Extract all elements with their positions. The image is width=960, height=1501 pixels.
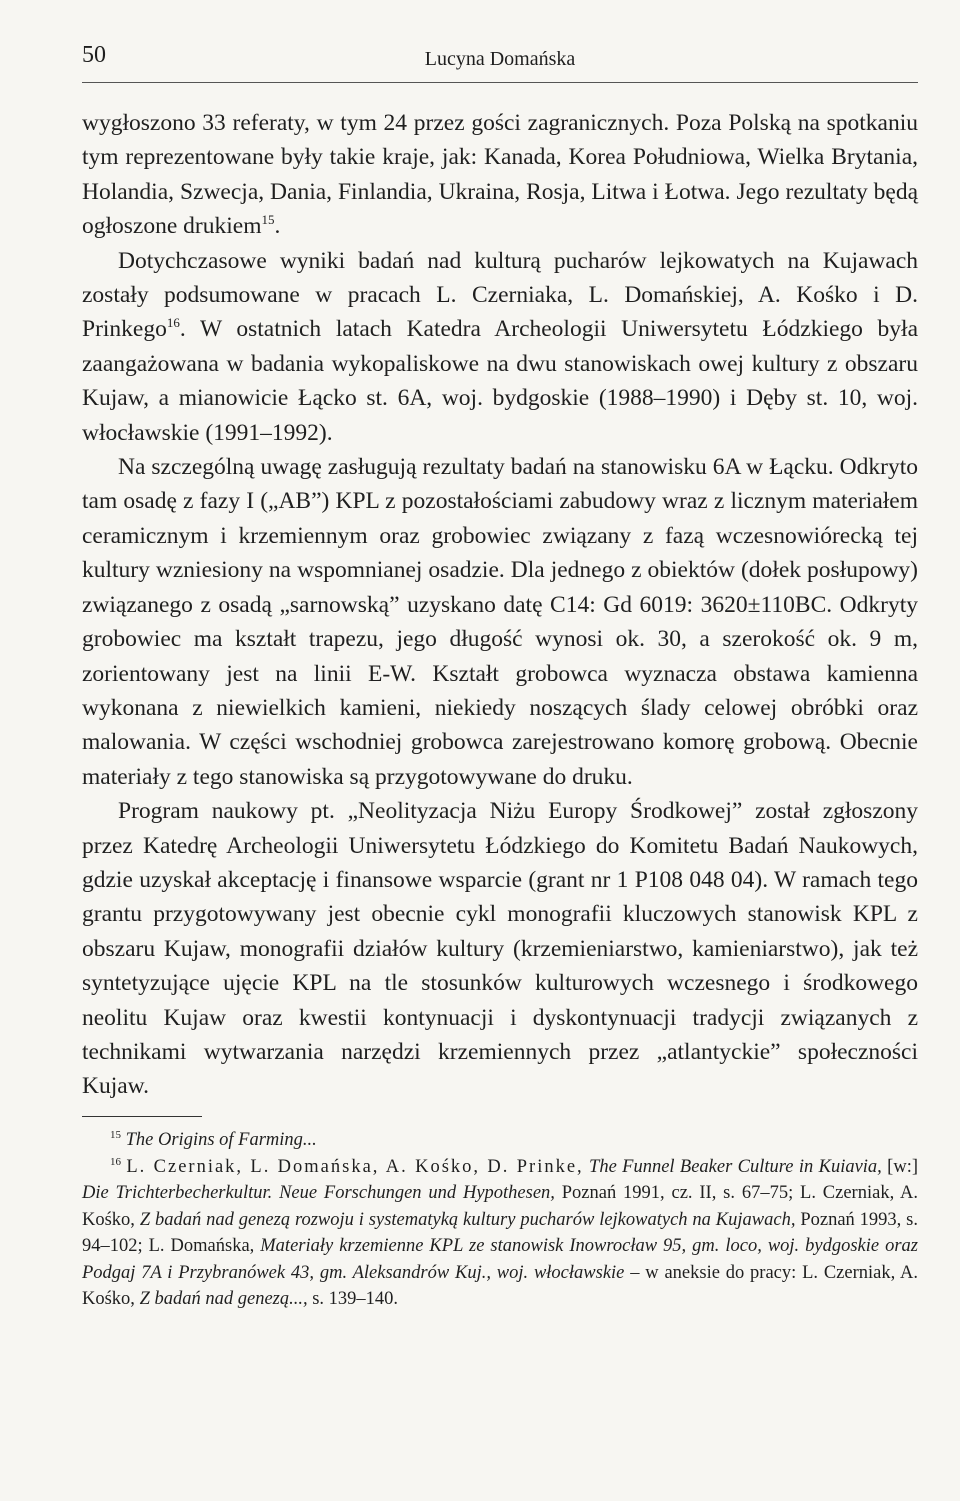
- footnote-15-title: The Origins of Farming...: [125, 1130, 317, 1150]
- footnote-16-title-2: Z badań nad genezą rozwoju i systematyką kultury pucharów lejkowatych na Kujawach,: [139, 1209, 796, 1230]
- footnote-16-annex: – w aneksie do pracy: L. Czerniak, A. Kośko,: [82, 1262, 919, 1309]
- footnote-16-place-1: Poznań 1991, cz. II, s. 67–75; L. Czerniak, A. Kośko,: [82, 1183, 918, 1230]
- body-text: [82, 106, 918, 1104]
- paragraph-1: [82, 106, 918, 244]
- footnote-16-authors: L. Czerniak, L. Domańska, A. Kośko, D. Prinke,: [126, 1156, 584, 1177]
- paragraph-1-end: .: [274, 213, 281, 240]
- footnote-rule: [82, 1116, 202, 1117]
- footnote-16-in: [w:]: [887, 1156, 918, 1177]
- paragraph-2: [82, 244, 918, 450]
- paragraph-3: Na szczególną uwagę zasługują rezultaty badań na stanowisku 6A w Łącku. Odkryto tam osadę z fazy I („AB”) KPL z pozostałościami zabudowy wraz z licznym materiałem ceramicznym i krzemiennym oraz grobowiec związany z fazą wczesnowiórecką tej kultury wzniesiony na wspomnianej osadzie. Dla jednego z obiektów (dołek posłupowy) związanego z osadą „sarnowską” uzyskano datę C14: Gd 6019: 3620±110BC. Odkryty grobowiec ma kształt trapezu, jego długość wynosi ok. 30, a szerokość ok. 9 m, zorientowany jest na linii E-W. Kształt grobowca wyznacza obstawa kamienna wykonana z niewielkich kamieni, niekiedy noszących ślady celowej obróbki oraz malowania. W części wschodniej grobowca zarejestrowano komorę grobową. Obecnie materiały z tego stanowiska są przygotowywane do druku.: [82, 454, 918, 790]
- footnotes: [82, 1127, 918, 1313]
- page-header: [82, 42, 918, 82]
- footnote-15: [82, 1127, 918, 1154]
- footnote-16-place-2: Poznań 1993, s. 94–102; L. Domańska,: [82, 1209, 918, 1256]
- footnote-16-title-3: Materiały krzemienne KPL ze stanowisk Inowrocław 95, gm. loco, woj. bydgoskie oraz Podgaj 7A i Przybranówek 43, gm. Aleksandrów Kuj., woj. włocławskie: [82, 1236, 919, 1283]
- header-rule: [82, 82, 918, 83]
- paragraph-2-end: . W ostatnich latach Katedra Archeologii Uniwersytetu Łódzkiego była zaangażowana w badania wykopaliskowe na dwu stanowiskach owej kultury z obszaru Kujaw, a mianowicie Łącko st. 6A, woj. bydgoskie (1988–1990) i Dęby st. 10, woj. włocławskie (1991–1992).: [82, 316, 918, 446]
- footnote-ref-16: 16: [166, 315, 180, 331]
- footnote-ref-15: 15: [261, 212, 275, 228]
- footnote-16-title-4: Z badań nad genezą...,: [139, 1289, 308, 1309]
- paragraph-2-text: Dotychczasowe wyniki badań nad kulturą pucharów lejkowatych na Kujawach zostały podsumowane w pracach L. Czerniaka, L. Domańskiej, A. Kośko i D. Prinkego: [82, 247, 918, 343]
- paragraph-4: Program naukowy pt. „Neolityzacja Niżu Europy Środkowej” został zgłoszony przez Katedrę Archeologii Uniwersytetu Łódzkiego do Komitetu Badań Naukowych, gdzie uzyskał akceptację i finansowe wsparcie (grant nr 1 P108 048 04). W ramach tego grantu przygotowywany jest obecnie cykl monografii kluczowych stanowisk KPL z obszaru Kujaw, monografii działów kultury (krzemieniarstwo, kamieniarstwo), jak też syntetyzujące ujęcie KPL na tle stosunków kulturowych wczesnego i środkowego neolitu Kujaw oraz kwestii kontynuacji i dyskontynuacji tradycji związanych z technikami wytwarzania narzędzi krzemiennych przez „atlantyckie” społeczności Kujaw.: [82, 798, 918, 1100]
- running-head: Lucyna Domańska: [424, 48, 576, 70]
- paragraph-1-text: wygłoszono 33 referaty, w tym 24 przez gości zagranicznych. Poza Polską na spotkaniu tym reprezentowane były takie kraje, jak: Kanada, Korea Południowa, Wielka Brytania, Holandia, Szwecja, Dania, Finlandia, Ukraina, Rosja, Litwa i Łotwa. Jego rezultaty będą ogłoszone drukiem: [82, 110, 918, 240]
- page-number: 50: [82, 42, 106, 68]
- footnote-16: [82, 1154, 918, 1313]
- footnote-16-pages: s. 139–140.: [312, 1289, 399, 1309]
- footnote-16-number: 16: [110, 1155, 121, 1168]
- footnote-16-volume: Die Trichterbecherkultur. Neue Forschungen und Hypothesen,: [82, 1183, 555, 1203]
- footnote-15-number: 15: [110, 1128, 121, 1141]
- footnote-16-title-1: The Funnel Beaker Culture in Kuiavia,: [589, 1156, 882, 1177]
